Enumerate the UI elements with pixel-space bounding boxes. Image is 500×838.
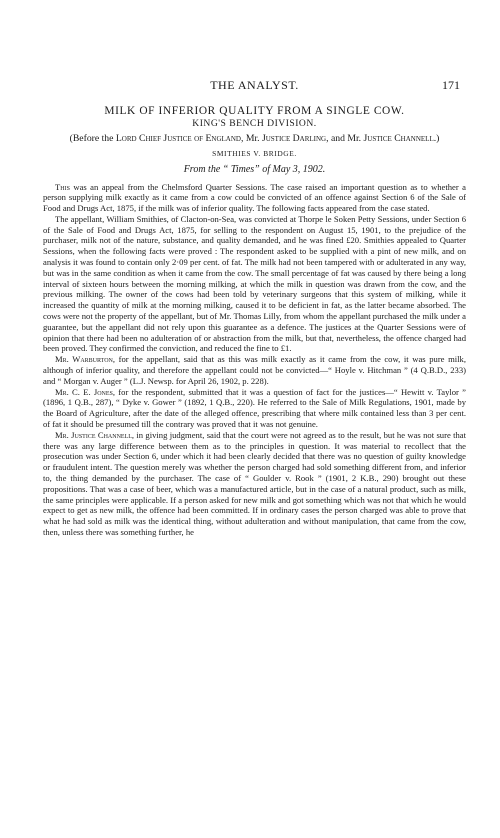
paragraph-2: The appellant, William Smithies, of Clacton-on-Sea, was convicted at Thorpe le Soken Petty Sessions, under Section 6 of the Sale of Food and Drugs Act, 1875, for selling to the respondent on August 15, 1901, to the prejudice of the purchaser, milk not of the nature, substance, and quality demanded, and he was fined £20. Smithies appealed to Quarter Sessions, when the following facts were proved : The respondent asked to be supplied with a pint of new milk, and on analysis it was found to contain only 2·09 per cent. of fat. The milk had not been tampered with or adulterated in any way, but was in the same condition as when it came from the cow. The small percentage of fat was caused by there being a long interval of sixteen hours between the morning milking, at which the milk in question was drawn from the cow, and the previous milking. The owner of the cows had been told by veterinary surgeons that this system of milking, while it increased the quantity of milk at the morning milking, caused it to be deficient in fat, as the latter became absorbed. The cows were not the property of the appellant, but of Mr. Thomas Lilly, from whom the appellant purchased the milk under a guarantee, but the appellant did not rely upon this guarantee as a defence. The justices at the Quarter Sessions were of opinion that there had been no adulteration of or abstraction from the milk, but that, nevertheless, the offence charged had been proved. They confirmed the conviction, and reduced the fine to £1.	[43, 213, 466, 354]
case-name: SMITHIES V. BRIDGE.	[212, 148, 297, 158]
justice-darling: Justice Darling	[261, 133, 327, 144]
page-number: 171	[442, 78, 460, 92]
justice-channell: Justice Channell	[363, 133, 434, 144]
paragraph-4: Mr. C. E. Jones, for the respondent, submitted that it was a question of fact for the justices—“ Hewitt v. Taylor ” (1896, 1 Q.B., 287), “ Dyke v. Gower ” (1892, 1 Q.B., 220). He referred to the Sale of Milk Regulations, 1901, made by the Board of Agriculture, after the date of the alleged offence, prescribing that where milk contained less than 3 per cent. of fat it should be presumed till the contrary was proved that it was not genuine.	[43, 386, 466, 430]
lord-chief-justice: Lord Chief Justice of England	[115, 133, 241, 144]
running-title: THE ANALYST.	[210, 78, 299, 92]
court-division: KING'S BENCH DIVISION.	[192, 118, 317, 129]
article-body	[43, 182, 466, 538]
journal-page	[0, 78, 500, 838]
bench-line: (Before the Lord Chief Justice of England, Mr. Justice Darling, and Mr. Justice Channell.)	[69, 133, 440, 144]
paragraph-5: Mr. Justice Channell, in giving judgment, said that the court were not agreed as to the result, but he was not sure that there was any large difference between them as to the principles in question. It was material to recollect that the prosecution was under Section 6, under which it had been clearly decided that there was no question of guilty knowledge or fraudulent intent. The question merely was whether the person charged had sold something different from, and inferior to, the thing demanded by the purchaser. The case of “ Goulder v. Rook ” (1901, 2 K.B., 290) brought out these propositions. That was a case of beer, which was a manufactured article, but in the case of a natural product, such as milk, the same principles were applicable. If a person asked for new milk and got something which was not that which he would expect to get as new milk, the offence had been committed. If in ordinary cases the person charged was able to prove that what he had sold as milk was the identical thing, without adulteration and without manipulation, that came from the cow, then, unless there was something further, he	[43, 429, 466, 537]
paragraph-1: This was an appeal from the Chelmsford Quarter Sessions. The case raised an important question as to whether a person supplying milk exactly as it came from a cow could be convicted of an offence against Section 6 of the Sale of Food and Drugs Act, 1875, if the milk was of inferior quality. The following facts appeared from the case stated.	[43, 181, 466, 214]
running-header	[43, 78, 466, 100]
source-line: From the “ Times” of May 3, 1902.	[183, 163, 326, 175]
paragraph-3: Mr. Warburton, for the appellant, said that as this was milk exactly as it came from the cow, it was pure milk, although of inferior quality, and therefore the appellant could not be convicted—“ Hoyle v. Hitchman ” (4 Q.B.D., 233) and “ Morgan v. Auger ” (L.J. Newsp. for April 26, 1902, p. 228).	[43, 354, 466, 386]
article-title: MILK OF INFERIOR QUALITY FROM A SINGLE COW.	[104, 105, 405, 117]
